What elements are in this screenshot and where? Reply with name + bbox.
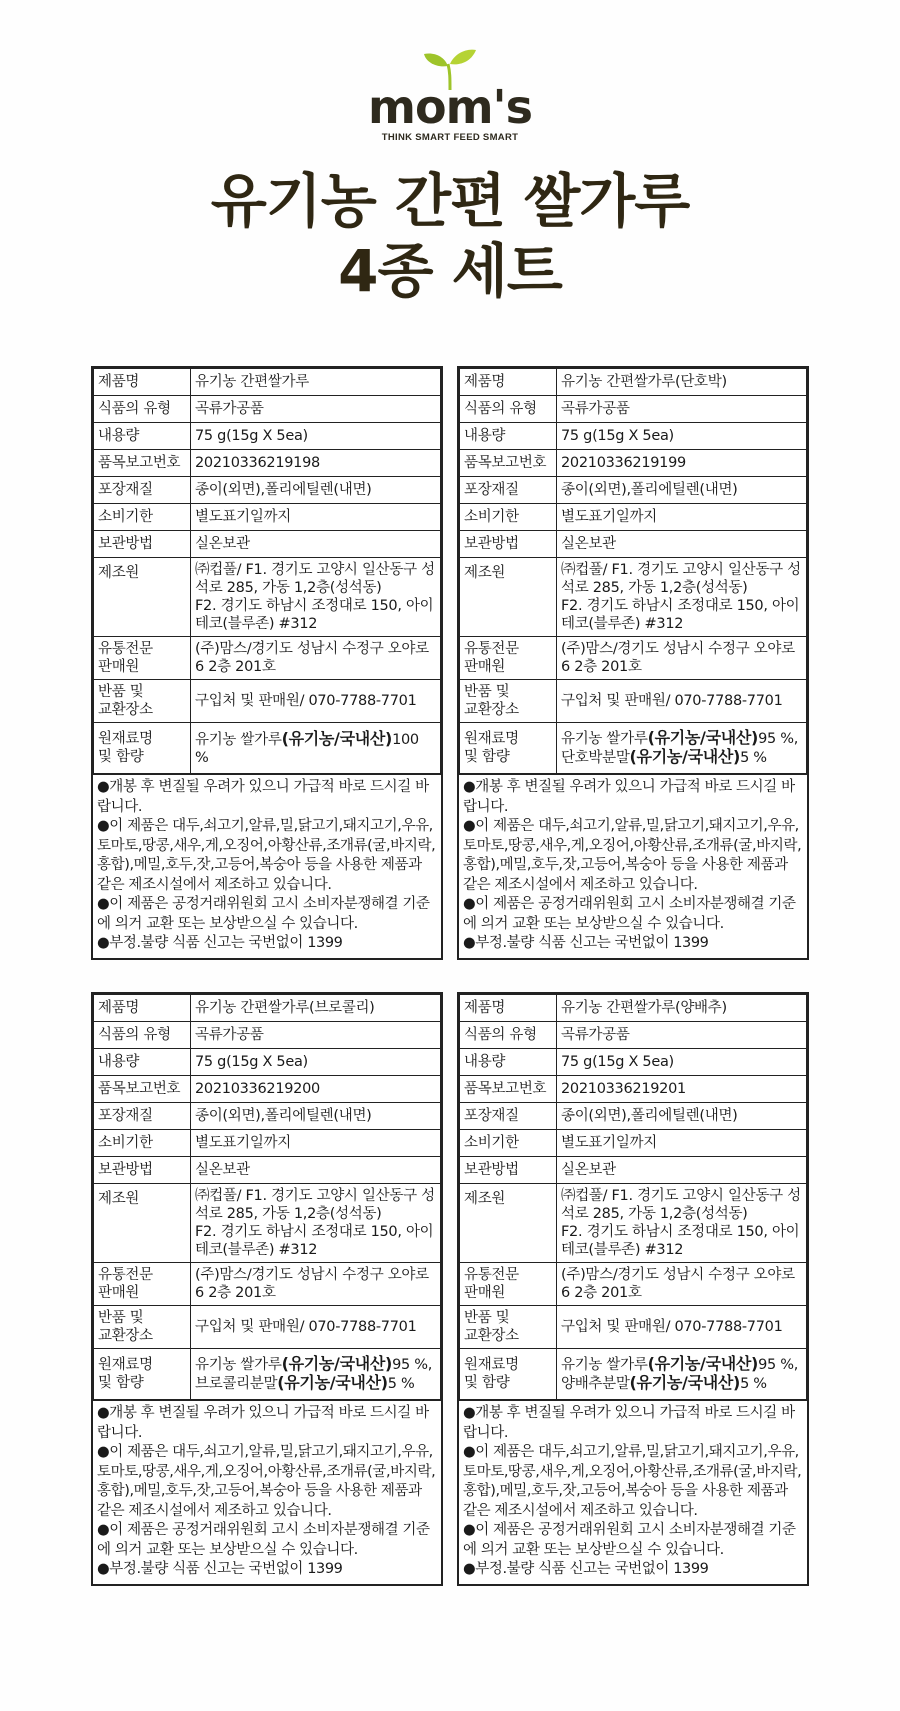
label-expiry: 소비기한 [94, 1130, 191, 1157]
ingredient-1-name: 유기농 쌀가루 [561, 731, 648, 747]
value-ingredients [191, 1349, 441, 1400]
ingredient-2-percent: 5 % [740, 1376, 767, 1392]
value-content: 75 g(15g X 5ea) [557, 1049, 807, 1076]
value-product-name: 유기농 간편쌀가루(양배추) [557, 995, 807, 1022]
value-ingredients [191, 723, 441, 774]
manufacturer-line-2: F2. 경기도 하남시 조정대로 150, 아이테코(블루존) #312 [561, 598, 800, 632]
note-item: ●부정.불량 식품 신고는 국번없이 1399 [97, 935, 343, 951]
brand-tagline: THINK SMART FEED SMART [381, 132, 519, 143]
label-manufacturer: 제조원 [460, 1184, 557, 1263]
manufacturer-line-1: ㈜컵풀/ F1. 경기도 고양시 일산동구 성석로 285, 가동 1,2층(성석동) [561, 562, 801, 596]
value-expiry: 별도표기일까지 [191, 1130, 441, 1157]
value-content: 75 g(15g X 5ea) [191, 1049, 441, 1076]
ingredient-2-percent: 5 % [740, 750, 767, 766]
note-item: ●이 제품은 공정거래위원회 고시 소비자분쟁해결 기준에 의거 교환 또는 보상받으실 수 있습니다. [97, 896, 430, 932]
label-ingredients: 원재료명 및 함량 [460, 723, 557, 774]
label-distributor: 유통전문 판매원 [460, 1263, 557, 1306]
label-packaging: 포장재질 [94, 477, 191, 504]
ingredient-2-origin: (유기농/국내산) [629, 747, 741, 766]
label-report-no: 품목보고번호 [460, 1076, 557, 1103]
note-item: ●이 제품은 대두,쇠고기,알류,밀,닭고기,돼지고기,우유,토마토,땅콩,새우,게,오징어,아황산류,조개류(굴,바지락,홍합),메밀,호두,잣,고등어,복숭아 등을 사용한 제품과 같은 제조시설에서 제조하고 있습니다. [97, 1444, 436, 1519]
manufacturer-line-2: F2. 경기도 하남시 조정대로 150, 아이테코(블루존) #312 [195, 598, 434, 632]
value-expiry: 별도표기일까지 [557, 1130, 807, 1157]
ingredient-2-origin: (유기농/국내산) [629, 1373, 741, 1392]
note-item: ●개봉 후 변질될 우려가 있으니 가급적 바로 드시길 바랍니다. [463, 1405, 795, 1441]
ingredient-line-2 [561, 748, 802, 767]
product-info-card-3 [91, 992, 443, 1586]
value-manufacturer [557, 558, 807, 637]
value-food-type: 곡류가공품 [191, 396, 441, 423]
manufacturer-line-2: F2. 경기도 하남시 조정대로 150, 아이테코(블루존) #312 [561, 1224, 800, 1258]
label-product-name: 제품명 [94, 369, 191, 396]
ingredient-2-name: 단호박분말 [561, 750, 630, 766]
note-item: ●부정.불량 식품 신고는 국번없이 1399 [463, 935, 709, 951]
brand-logo [0, 48, 900, 143]
label-returns: 반품 및 교환장소 [94, 1306, 191, 1349]
ingredient-line-1 [561, 1355, 802, 1374]
label-expiry: 소비기한 [94, 504, 191, 531]
label-content: 내용량 [94, 1049, 191, 1076]
product-info-card-1 [91, 366, 443, 960]
label-report-no: 품목보고번호 [94, 450, 191, 477]
brand-name: mom's [368, 80, 532, 134]
label-manufacturer: 제조원 [94, 1184, 191, 1263]
value-food-type: 곡류가공품 [191, 1022, 441, 1049]
label-food-type: 식품의 유형 [460, 396, 557, 423]
ingredient-1-origin: (유기농/국내산) [281, 1354, 393, 1373]
caution-notes [93, 1400, 441, 1584]
value-expiry: 별도표기일까지 [191, 504, 441, 531]
value-distributor: (주)맘스/경기도 성남시 수정구 오야로 6 2층 201호 [191, 637, 441, 680]
label-report-no: 품목보고번호 [460, 450, 557, 477]
ingredient-line-2 [195, 1374, 436, 1393]
value-report-no: 20210336219198 [191, 450, 441, 477]
label-storage: 보관방법 [460, 531, 557, 558]
value-returns: 구입처 및 판매원/ 070-7788-7701 [191, 1306, 441, 1349]
value-product-name: 유기농 간편쌀가루(단호박) [557, 369, 807, 396]
label-food-type: 식품의 유형 [460, 1022, 557, 1049]
label-packaging: 포장재질 [460, 477, 557, 504]
label-content: 내용량 [94, 423, 191, 450]
value-content: 75 g(15g X 5ea) [557, 423, 807, 450]
label-product-name: 제품명 [460, 369, 557, 396]
value-report-no: 20210336219200 [191, 1076, 441, 1103]
label-returns: 반품 및 교환장소 [94, 680, 191, 723]
ingredient-1-percent: 100 % [195, 731, 419, 766]
ingredient-line-1 [195, 730, 436, 767]
label-distributor: 유통전문 판매원 [94, 1263, 191, 1306]
ingredient-1-origin: (유기농/국내산) [281, 728, 393, 748]
ingredient-line-2 [561, 1374, 802, 1393]
value-storage: 실온보관 [557, 1157, 807, 1184]
value-report-no: 20210336219201 [557, 1076, 807, 1103]
note-item: ●이 제품은 대두,쇠고기,알류,밀,닭고기,돼지고기,우유,토마토,땅콩,새우,게,오징어,아황산류,조개류(굴,바지락,홍합),메밀,호두,잣,고등어,복숭아 등을 사용한 제품과 같은 제조시설에서 제조하고 있습니다. [463, 1444, 802, 1519]
ingredient-1-name: 유기농 쌀가루 [195, 731, 282, 748]
label-returns: 반품 및 교환장소 [460, 1306, 557, 1349]
product-info-table [93, 368, 441, 774]
manufacturer-line-1: ㈜컵풀/ F1. 경기도 고양시 일산동구 성석로 285, 가동 1,2층(성석동) [195, 562, 435, 596]
ingredient-1-percent: 95 %, [758, 731, 799, 747]
value-packaging: 종이(외면),폴리에틸렌(내면) [557, 1103, 807, 1130]
ingredient-line-1 [195, 1355, 436, 1374]
ingredient-1-origin: (유기농/국내산) [647, 728, 759, 747]
value-product-name: 유기농 간편쌀가루 [191, 369, 441, 396]
ingredient-2-name: 양배추분말 [561, 1376, 630, 1392]
label-storage: 보관방법 [94, 1157, 191, 1184]
manufacturer-line-1: ㈜컵풀/ F1. 경기도 고양시 일산동구 성석로 285, 가동 1,2층(성석동) [195, 1188, 435, 1222]
label-storage: 보관방법 [94, 531, 191, 558]
value-distributor: (주)맘스/경기도 성남시 수정구 오야로 6 2층 201호 [557, 637, 807, 680]
value-packaging: 종이(외면),폴리에틸렌(내면) [557, 477, 807, 504]
note-item: ●부정.불량 식품 신고는 국번없이 1399 [97, 1561, 343, 1577]
note-item: ●개봉 후 변질될 우려가 있으니 가급적 바로 드시길 바랍니다. [97, 1405, 429, 1441]
label-food-type: 식품의 유형 [94, 396, 191, 423]
label-content: 내용량 [460, 423, 557, 450]
manufacturer-line-1: ㈜컵풀/ F1. 경기도 고양시 일산동구 성석로 285, 가동 1,2층(성석동) [561, 1188, 801, 1222]
caution-notes [93, 774, 441, 958]
note-item: ●이 제품은 대두,쇠고기,알류,밀,닭고기,돼지고기,우유,토마토,땅콩,새우,게,오징어,아황산류,조개류(굴,바지락,홍합),메밀,호두,잣,고등어,복숭아 등을 사용한 제품과 같은 제조시설에서 제조하고 있습니다. [97, 818, 436, 893]
ingredient-2-name: 브로콜리분말 [195, 1376, 278, 1392]
label-ingredients: 원재료명 및 함량 [460, 1349, 557, 1400]
ingredient-2-percent: 5 % [387, 1376, 415, 1392]
label-food-type: 식품의 유형 [94, 1022, 191, 1049]
value-storage: 실온보관 [191, 1157, 441, 1184]
value-expiry: 별도표기일까지 [557, 504, 807, 531]
value-packaging: 종이(외면),폴리에틸렌(내면) [191, 1103, 441, 1130]
label-packaging: 포장재질 [460, 1103, 557, 1130]
value-returns: 구입처 및 판매원/ 070-7788-7701 [191, 680, 441, 723]
label-expiry: 소비기한 [460, 1130, 557, 1157]
label-ingredients: 원재료명 및 함량 [94, 723, 191, 774]
ingredient-1-origin: (유기농/국내산) [647, 1354, 759, 1373]
value-manufacturer [191, 558, 441, 637]
label-expiry: 소비기한 [460, 504, 557, 531]
ingredient-line-1 [561, 729, 802, 748]
product-info-card-2 [457, 366, 809, 960]
ingredient-2-origin: (유기농/국내산) [277, 1373, 388, 1392]
label-manufacturer: 제조원 [460, 558, 557, 637]
value-ingredients [557, 1349, 807, 1400]
value-storage: 실온보관 [191, 531, 441, 558]
caution-notes [459, 1400, 807, 1584]
value-distributor: (주)맘스/경기도 성남시 수정구 오야로 6 2층 201호 [191, 1263, 441, 1306]
value-content: 75 g(15g X 5ea) [191, 423, 441, 450]
label-report-no: 품목보고번호 [94, 1076, 191, 1103]
ingredient-1-percent: 95 %, [392, 1357, 433, 1373]
page-subtitle: 4종 세트 [338, 237, 562, 305]
note-item: ●이 제품은 공정거래위원회 고시 소비자분쟁해결 기준에 의거 교환 또는 보상받으실 수 있습니다. [97, 1522, 430, 1558]
value-storage: 실온보관 [557, 531, 807, 558]
label-content: 내용량 [460, 1049, 557, 1076]
note-item: ●부정.불량 식품 신고는 국번없이 1399 [463, 1561, 709, 1577]
label-product-name: 제품명 [94, 995, 191, 1022]
value-manufacturer [557, 1184, 807, 1263]
value-distributor: (주)맘스/경기도 성남시 수정구 오야로 6 2층 201호 [557, 1263, 807, 1306]
label-product-name: 제품명 [460, 995, 557, 1022]
value-report-no: 20210336219199 [557, 450, 807, 477]
label-ingredients: 원재료명 및 함량 [94, 1349, 191, 1400]
note-item: ●이 제품은 공정거래위원회 고시 소비자분쟁해결 기준에 의거 교환 또는 보상받으실 수 있습니다. [463, 1522, 796, 1558]
ingredient-1-percent: 95 %, [758, 1357, 799, 1373]
value-product-name: 유기농 간편쌀가루(브로콜리) [191, 995, 441, 1022]
caution-notes [459, 774, 807, 958]
label-distributor: 유통전문 판매원 [94, 637, 191, 680]
value-food-type: 곡류가공품 [557, 396, 807, 423]
product-info-card-4 [457, 992, 809, 1586]
manufacturer-line-2: F2. 경기도 하남시 조정대로 150, 아이테코(블루존) #312 [195, 1224, 434, 1258]
note-item: ●이 제품은 공정거래위원회 고시 소비자분쟁해결 기준에 의거 교환 또는 보상받으실 수 있습니다. [463, 896, 796, 932]
value-returns: 구입처 및 판매원/ 070-7788-7701 [557, 680, 807, 723]
label-storage: 보관방법 [460, 1157, 557, 1184]
note-item: ●개봉 후 변질될 우려가 있으니 가급적 바로 드시길 바랍니다. [97, 779, 429, 815]
value-packaging: 종이(외면),폴리에틸렌(내면) [191, 477, 441, 504]
label-packaging: 포장재질 [94, 1103, 191, 1130]
ingredient-1-name: 유기농 쌀가루 [195, 1357, 282, 1373]
label-distributor: 유통전문 판매원 [460, 637, 557, 680]
label-returns: 반품 및 교환장소 [460, 680, 557, 723]
note-item: ●개봉 후 변질될 우려가 있으니 가급적 바로 드시길 바랍니다. [463, 779, 795, 815]
product-info-table [93, 994, 441, 1400]
value-ingredients [557, 723, 807, 774]
page-title: 유기농 간편 쌀가루 [210, 167, 690, 235]
product-info-table [459, 994, 807, 1400]
value-returns: 구입처 및 판매원/ 070-7788-7701 [557, 1306, 807, 1349]
note-item: ●이 제품은 대두,쇠고기,알류,밀,닭고기,돼지고기,우유,토마토,땅콩,새우,게,오징어,아황산류,조개류(굴,바지락,홍합),메밀,호두,잣,고등어,복숭아 등을 사용한 제품과 같은 제조시설에서 제조하고 있습니다. [463, 818, 802, 893]
value-manufacturer [191, 1184, 441, 1263]
value-food-type: 곡류가공품 [557, 1022, 807, 1049]
ingredient-1-name: 유기농 쌀가루 [561, 1357, 648, 1373]
label-manufacturer: 제조원 [94, 558, 191, 637]
product-info-table [459, 368, 807, 774]
